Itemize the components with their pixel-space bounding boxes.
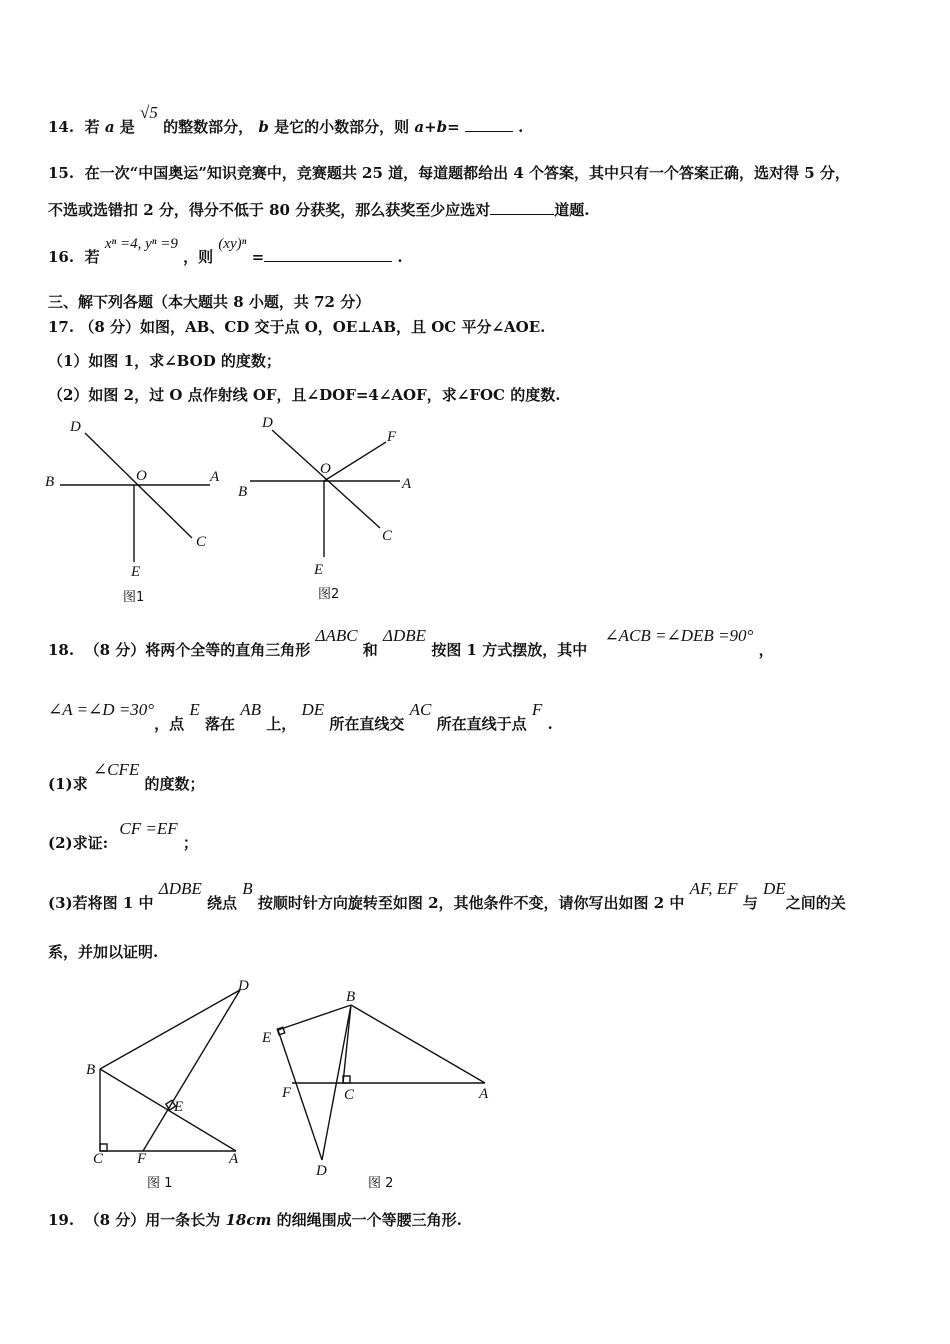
label-F: F (137, 1151, 147, 1167)
label-D: D (238, 978, 249, 994)
label-E: E (131, 564, 141, 580)
math-var: DE (301, 700, 325, 719)
question-17-part1: （1）如图 1，求∠BOD 的度数； (48, 352, 281, 370)
math-triangle: ΔDBE (383, 626, 427, 645)
label-B: B (238, 484, 248, 500)
label-F: F (282, 1085, 292, 1101)
math-expr: a+b= (414, 118, 460, 136)
figure-caption: 图 2 (368, 1176, 394, 1191)
text: 道题. (554, 201, 590, 219)
question-number: 15. (48, 164, 75, 182)
text: ，则 (183, 248, 214, 266)
question-number: 19. (48, 1211, 75, 1229)
question-17-stem (48, 317, 545, 337)
question-18-part2 (48, 819, 198, 853)
math-equation: ∠A =∠D =30° (48, 700, 155, 719)
question-18-part3 (48, 879, 846, 913)
text: 所在直线于点 (436, 715, 527, 733)
q17-figures (0, 405, 950, 605)
label-A: A (229, 1151, 239, 1167)
label-O: O (320, 461, 331, 477)
text: 与 (742, 894, 758, 912)
text: （8 分）用一条长为 (84, 1211, 221, 1229)
label-D: D (70, 419, 81, 435)
text: (3)若将图 1 中 (48, 894, 154, 912)
text: 在一次“中国奥运”知识竞赛中，竞赛题共 25 道，每道题都给出 4 个答案，其中只有一个答案正确，选对得 5 分， (84, 164, 850, 182)
text: 落在 (204, 715, 235, 733)
question-number: 14. (48, 118, 75, 136)
math-sqrt5: √5 (140, 103, 158, 122)
label-B: B (45, 474, 55, 490)
text: = (251, 248, 265, 266)
label-C: C (382, 528, 393, 544)
text: （8 分）如图，AB、CD 交于点 O，OE⊥AB，且 OC 平分∠AOE. (79, 318, 546, 336)
math-triangle: ΔDBE (158, 879, 202, 898)
figure-caption: 图 1 (147, 1176, 173, 1191)
text: 按顺时针方向旋转至如图 2，其他条件不变，请你写出如图 2 中 (257, 894, 685, 912)
label-E: E (262, 1030, 272, 1046)
q17-figure-1 (60, 433, 210, 562)
math-var: DE (763, 879, 786, 898)
math-angle: ∠CFE (92, 760, 140, 779)
q18-figure-2 (277, 1005, 485, 1160)
label-F: F (387, 429, 397, 445)
question-14 (48, 103, 524, 137)
math-var: B (242, 879, 253, 898)
answer-blank[interactable] (490, 199, 554, 215)
label-B: B (346, 989, 356, 1005)
label-E: E (174, 1099, 184, 1115)
question-18-line1 (48, 626, 774, 660)
math-triangle: ΔABC (315, 626, 358, 645)
question-17-part2: （2）如图 2，过 O 点作射线 OF，且∠DOF=4∠AOF，求∠FOC 的度数. (48, 386, 561, 404)
math-var: b (258, 118, 269, 136)
math-var: AC (409, 700, 432, 719)
text: 不选或选错扣 2 分，得分不低于 80 分获奖，那么获奖至少应选对 (48, 201, 491, 219)
math-expr: (xy)ⁿ (218, 236, 247, 252)
question-16 (48, 236, 403, 268)
question-15-line2 (48, 199, 589, 220)
text: （8 分）将两个全等的直角三角形 (84, 641, 311, 659)
math-var: a (104, 118, 115, 136)
math-condition: xⁿ =4, yⁿ =9 (104, 236, 178, 252)
text: 的整数部分， (163, 118, 254, 136)
text: 的度数； (144, 775, 205, 793)
label-C: C (93, 1151, 104, 1167)
text: 若 (84, 248, 100, 266)
q18-figure-1 (100, 990, 240, 1151)
text: 绕点 (207, 894, 238, 912)
text: . (518, 118, 524, 136)
question-18-part3-cont: 系，并加以证明. (48, 943, 159, 961)
label-O: O (136, 468, 147, 484)
text: 若 (84, 118, 100, 136)
section-heading: 三、解下列各题（本大题共 8 小题，共 72 分） (48, 293, 371, 311)
text: ； (182, 834, 198, 852)
text: 的细绳围成一个等腰三角形. (276, 1211, 462, 1229)
text: . (397, 248, 403, 266)
text: 是它的小数部分，则 (274, 118, 410, 136)
label-A: A (210, 469, 220, 485)
label-D: D (316, 1163, 327, 1179)
label-D: D (262, 415, 273, 431)
label-A: A (479, 1086, 489, 1102)
text: 上， (266, 715, 297, 733)
text: 按图 1 方式摆放，其中 (431, 641, 588, 659)
q17-figure-2 (250, 430, 400, 557)
text: ，点 (154, 715, 185, 733)
math-length: 18cm (225, 1211, 272, 1229)
label-C: C (344, 1087, 355, 1103)
label-E: E (314, 562, 324, 578)
figure-caption: 图1 (123, 590, 145, 605)
figure-caption: 图2 (318, 587, 340, 602)
question-18-line2 (48, 700, 553, 734)
math-var: AB (240, 700, 261, 719)
math-var: F (531, 700, 543, 719)
label-B: B (86, 1062, 96, 1078)
math-var: AF, EF (689, 879, 738, 898)
text: 所在直线交 (329, 715, 405, 733)
answer-blank[interactable] (465, 116, 513, 132)
label-A: A (402, 476, 412, 492)
question-number: 18. (48, 641, 75, 659)
question-number: 16. (48, 248, 75, 266)
text: . (547, 715, 553, 733)
q18-figures (0, 975, 950, 1200)
answer-blank[interactable] (264, 246, 392, 262)
math-equation: CF =EF (119, 819, 178, 838)
text: ， (758, 641, 774, 659)
text: (1)求 (48, 775, 88, 793)
question-number: 17. (48, 318, 75, 336)
math-equation: ∠ACB =∠DEB =90° (604, 626, 754, 645)
text: (2)求证: (48, 834, 109, 852)
question-15-line1 (48, 163, 850, 183)
math-var: E (189, 700, 200, 719)
question-19 (48, 1210, 462, 1230)
text: 和 (362, 641, 378, 659)
question-18-part1 (48, 760, 205, 794)
text: 之间的关 (785, 894, 846, 912)
text: 是 (119, 118, 135, 136)
label-C: C (196, 534, 207, 550)
